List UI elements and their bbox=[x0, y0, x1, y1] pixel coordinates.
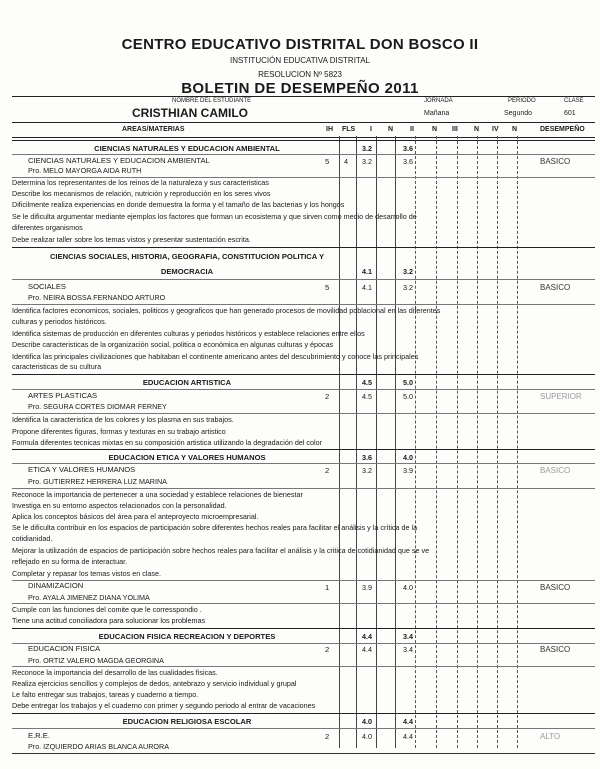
area-name: EDUCACION ARTISTICA bbox=[142, 378, 232, 387]
col-n2: N bbox=[432, 126, 438, 133]
subject-ih: 5 bbox=[325, 157, 330, 166]
col-areas: AREAS/MATERIAS bbox=[122, 126, 185, 133]
subject-grade-p1: 3.9 bbox=[362, 583, 372, 592]
comment-line: Cumple con las funciones del comite que le corresspondio . bbox=[12, 605, 202, 614]
row-divider bbox=[12, 154, 595, 155]
periodo-value: Segundo bbox=[504, 110, 533, 117]
clase-value: 601 bbox=[564, 110, 576, 117]
comment-line: Describe los mecanismos de relación, nutrición y reproducción en los seres vivos bbox=[12, 189, 271, 198]
comment-line: Investiga en su entorno aspectos relacionados con la personalidad. bbox=[12, 501, 227, 510]
row-divider bbox=[12, 488, 595, 489]
institution-name: INSTITUCIÓN EDUCATIVA DISTRITAL bbox=[229, 56, 370, 65]
teacher-name: Pro. GUTIERREZ HERRERA LUZ MARINA bbox=[28, 477, 167, 486]
comment-line: Se le dificulta argumentar mediante ejemplos los factores que forman un ecosistema y que sirven como medio de desarrollo de bbox=[12, 212, 417, 221]
subject-ih: 2 bbox=[325, 645, 330, 654]
col-n1: N bbox=[388, 126, 394, 133]
area-grade-p2: 5.0 bbox=[403, 378, 413, 387]
teacher-name: Pro. NEIRA BOSSA FERNANDO ARTURO bbox=[28, 293, 166, 302]
comment-line: Debe entregar los trabajos y el cuaderno con primer y segundo periodo al entrar de vacaciones bbox=[12, 701, 316, 710]
col-n4: N bbox=[512, 126, 518, 133]
comment-line: Completar y repasar los temas vistos en clase. bbox=[12, 569, 162, 578]
subject-level: BASICO bbox=[540, 466, 571, 475]
comment-line: Reconoce la importancia del desarrollo de las cualidades fisicas. bbox=[12, 668, 218, 677]
subject-grade-p2: 3.6 bbox=[403, 157, 413, 166]
col-iv: IV bbox=[492, 126, 499, 133]
comment-line: Mejorar la utilización de espacios de participación sobre hechos reales para facilitar el análisis y la critica de cotidianidad que se ve bbox=[12, 546, 430, 555]
area-grade-p2: 3.4 bbox=[403, 632, 413, 641]
area-grade-p2: 4.0 bbox=[403, 453, 413, 462]
comment-line: Aplica los conceptos básicos del área para el anteproyecto microempresarial. bbox=[12, 512, 259, 521]
comment-line: Tiene una actitud conciliadora para solucionar los problemas bbox=[12, 616, 206, 625]
subject-grade-p1: 3.2 bbox=[362, 157, 372, 166]
teacher-name: Pro. SEGURA CORTES DIOMAR FERNEY bbox=[28, 402, 167, 411]
subject-level: BASICO bbox=[540, 283, 571, 292]
row-divider bbox=[12, 304, 595, 305]
col-iii: III bbox=[452, 126, 458, 133]
student-name: CRISTHIAN CAMILO bbox=[132, 106, 248, 120]
subject-grade-p1: 4.1 bbox=[362, 283, 372, 292]
student-name-label: NOMBRE DEL ESTUDIANTE bbox=[172, 98, 252, 104]
comment-line: reflejado en su forma de interactuar. bbox=[12, 557, 128, 566]
subject-fls: 4 bbox=[344, 157, 348, 166]
subject-ih: 2 bbox=[325, 392, 330, 401]
comment-line: Identifica las principales civilizaciones que habitaban el continente americano antes del descubrimiento y conoce las principales bbox=[12, 352, 419, 361]
subject-level: BASICO bbox=[540, 645, 571, 654]
subject-grade-p1: 4.0 bbox=[362, 732, 372, 741]
jornada-value: Mañana bbox=[424, 110, 450, 117]
subject-grade-p2: 3.4 bbox=[403, 645, 413, 654]
col-n3: N bbox=[474, 126, 480, 133]
row-divider bbox=[12, 666, 595, 667]
comment-line: Dificilmente realiza experiencias en donde demuestra la forma y el tamaño de las bacterias y los hongos bbox=[12, 200, 345, 209]
teacher-name: Pro. IZQUIERDO ARIAS BLANCA AURORA bbox=[28, 742, 169, 751]
subject-name-dinamizacion: DINAMIZACION bbox=[28, 581, 84, 590]
subject-name: SOCIALES bbox=[28, 282, 66, 291]
subject-grade-p2: 4.4 bbox=[403, 732, 413, 741]
comment-line: culturas y periodos históricos. bbox=[12, 317, 107, 326]
area-row-educacion-etica bbox=[12, 449, 595, 464]
subject-grade-p2: 3.9 bbox=[403, 466, 413, 475]
row-divider bbox=[12, 580, 595, 581]
subject-ih: 2 bbox=[325, 732, 330, 741]
area-name-line2: DEMOCRACIA bbox=[160, 267, 214, 276]
col-ii: II bbox=[410, 126, 414, 133]
area-grade-p1: 4.5 bbox=[362, 378, 372, 387]
area-grade-p1: 4.1 bbox=[362, 267, 372, 276]
subject-grade-p1: 4.5 bbox=[362, 392, 372, 401]
area-row-ciencias-sociales bbox=[12, 247, 595, 278]
comment-line: Describe caracteristicas de la organización social, politica o económica en algunas culturas y épocas bbox=[12, 340, 334, 349]
comment-line: Le falto entregar sus trabajos, tareas y cuaderno a tiempo. bbox=[12, 690, 199, 699]
area-row-educacion-religiosa bbox=[12, 713, 595, 728]
subject-grade-p1: 3.2 bbox=[362, 466, 372, 475]
subject-ih: 1 bbox=[325, 583, 330, 592]
comment-line: Realiza ejercicios sencillos y complejos de dedos, antebrazo y servicio individual y grupal bbox=[12, 679, 297, 688]
area-row-educacion-fisica bbox=[12, 628, 595, 643]
row-divider bbox=[12, 603, 595, 604]
column-headers bbox=[12, 122, 595, 138]
resolution-number: RESOLUCION Nº 5823 bbox=[258, 70, 342, 79]
area-grade-p1: 4.4 bbox=[362, 632, 372, 641]
subject-level: BASICO bbox=[540, 157, 571, 166]
subject-grade-p1: 4.4 bbox=[362, 645, 372, 654]
comment-line: Identifica factores economicos, sociales, politicos y geograficos que han generado procesos de movilidad poblacional en las diferentes bbox=[12, 306, 441, 315]
comment-line: Se le dificulta contribuir en los espacios de participación sobre diferentes hechos reales para facilitar el análisis y la crítica de la bbox=[12, 523, 418, 532]
col-fls: FLS bbox=[342, 126, 356, 133]
col-desempeno: DESEMPEÑO bbox=[540, 126, 585, 133]
area-name-line1: CIENCIAS SOCIALES, HISTORIA, GEOGRAFIA, CONSTITUCION POLITICA Y bbox=[49, 252, 325, 261]
row-divider bbox=[12, 413, 595, 414]
area-grade-p2: 4.4 bbox=[403, 717, 413, 726]
subject-grade-p2: 3.2 bbox=[403, 283, 413, 292]
comment-line: diferentes organismos bbox=[12, 223, 83, 232]
comment-line: Reconoce la importancia de pertenecer a una sociedad y establece relaciones de bienestar bbox=[12, 490, 303, 499]
comment-line: Identifica la caracteristica de los colores y los plasma en sus trabajos. bbox=[12, 415, 234, 424]
teacher-name: Pro. ORTIZ VALERO MAGDA GEORGINA bbox=[28, 656, 164, 665]
row-divider bbox=[12, 463, 595, 464]
area-name: CIENCIAS NATURALES Y EDUCACION AMBIENTAL bbox=[94, 144, 280, 153]
area-name: EDUCACION RELIGIOSA ESCOLAR bbox=[122, 717, 252, 726]
clase-label: CLASE bbox=[564, 98, 584, 104]
subject-grade-p2: 4.0 bbox=[403, 583, 413, 592]
periodo-label: PERIODO bbox=[508, 98, 536, 104]
subject-level: BASICO bbox=[540, 583, 571, 592]
subject-ih: 2 bbox=[325, 466, 330, 475]
area-grade-p1: 3.6 bbox=[362, 453, 372, 462]
area-row-educacion-artistica bbox=[12, 374, 595, 389]
comment-line: cotidianidad. bbox=[12, 534, 53, 543]
col-i: I bbox=[370, 126, 372, 133]
subject-level: SUPERIOR bbox=[540, 392, 582, 401]
comment-line: Propone diferentes figuras, formas y texturas en su trabajo artistico bbox=[12, 427, 226, 436]
subject-grade-p2: 5.0 bbox=[403, 392, 413, 401]
area-grade-p1: 4.0 bbox=[362, 717, 372, 726]
row-divider bbox=[12, 279, 595, 280]
subject-level: ALTO bbox=[540, 732, 561, 741]
area-grade-p1: 3.2 bbox=[362, 144, 372, 153]
subject-name: EDUCACION FISICA bbox=[28, 644, 101, 653]
area-grade-p2: 3.2 bbox=[403, 267, 413, 276]
subject-ih: 5 bbox=[325, 283, 330, 292]
area-name: EDUCACION FISICA RECREACION Y DEPORTES bbox=[98, 632, 276, 641]
row-divider bbox=[12, 728, 595, 729]
subject-name: ETICA Y VALORES HUMANOS bbox=[28, 465, 136, 474]
jornada-label: JORNADA bbox=[424, 98, 453, 104]
area-row-ciencias-naturales bbox=[12, 140, 595, 155]
teacher-name: Pro. AYALA JIMENEZ DIANA YOLIMA bbox=[28, 593, 150, 602]
comment-line: Formula diferentes tecnicas mixtas en su composición artistica utilizando la degradación del color bbox=[12, 438, 323, 447]
comment-line: Determina los representantes de los reinos de la naturaleza y sus caracteristicas bbox=[12, 178, 269, 187]
subject-name: E.R.E. bbox=[28, 731, 50, 740]
area-grade-p2: 3.6 bbox=[403, 144, 413, 153]
comment-line: caracteristicas de su cultura bbox=[12, 362, 102, 371]
col-ih: IH bbox=[326, 126, 333, 133]
subject-name: CIENCIAS NATURALES Y EDUCACION AMBIENTAL bbox=[28, 156, 210, 165]
school-name: CENTRO EDUCATIVO DISTRITAL DON BOSCO II bbox=[121, 36, 479, 53]
comment-line: Debe realizar taller sobre los temas vistos y presentar sustentación escrita. bbox=[12, 235, 251, 244]
teacher-name: Pro. MELO MAYORGA AIDA RUTH bbox=[28, 166, 142, 175]
report-title: BOLETIN DE DESEMPEÑO 2011 bbox=[181, 80, 419, 97]
subject-name: ARTES PLASTICAS bbox=[28, 391, 98, 400]
area-name: EDUCACION ETICA Y VALORES HUMANOS bbox=[108, 453, 266, 462]
row-divider bbox=[12, 753, 595, 754]
row-divider bbox=[12, 389, 595, 390]
comment-line: Identifica sistemas de producción en diferentes culturas y periodos históricos y establece relaciones entre ellos bbox=[12, 329, 365, 338]
